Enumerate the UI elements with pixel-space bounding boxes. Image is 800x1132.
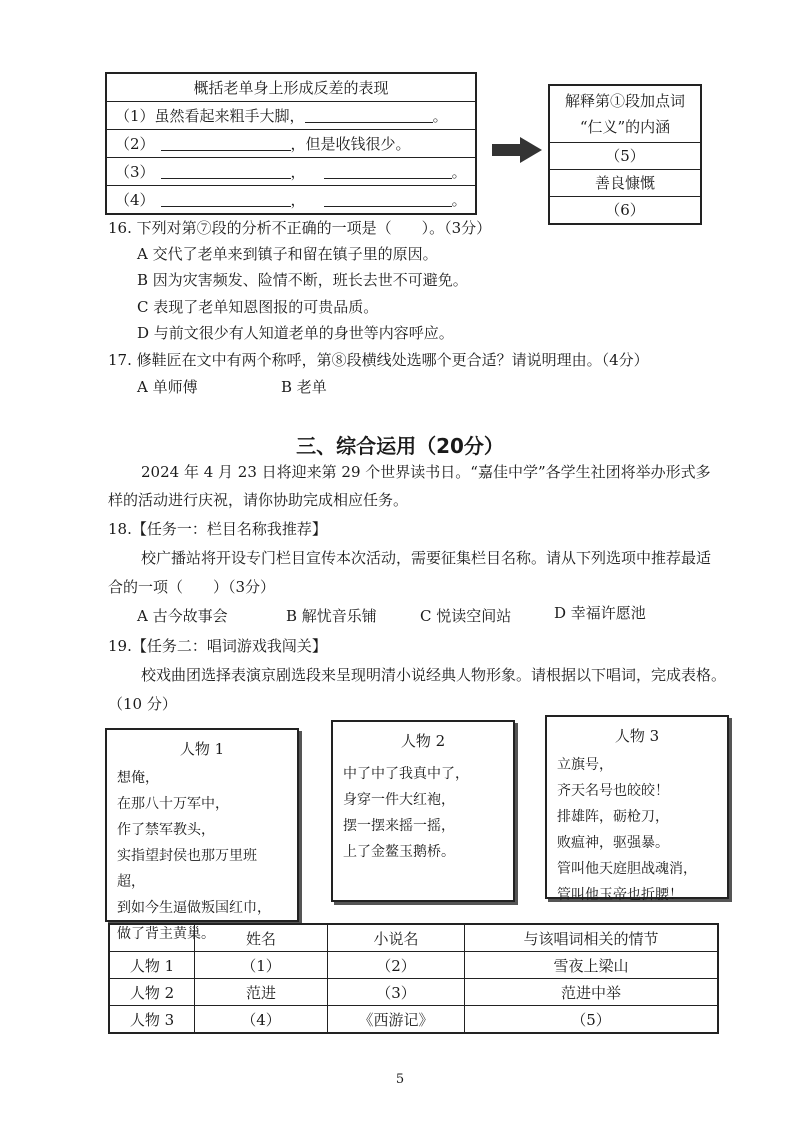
lyric-line: 中了中了我真中了， — [343, 766, 469, 782]
answer-blank[interactable] — [305, 108, 433, 123]
header-line: “仁义”的内涵 — [579, 118, 671, 136]
question-19-title: 19.【任务二：唱词游戏我闯关】 — [108, 637, 327, 655]
lyric-line: 想俺， — [117, 770, 159, 786]
character-table — [108, 923, 719, 1034]
header-line: 解释第①段加点词 — [564, 92, 685, 110]
table-cell[interactable]: （5） — [465, 1006, 719, 1034]
answer-blank[interactable] — [161, 192, 291, 207]
question-18-title: 18.【任务一：栏目名称我推荐】 — [108, 520, 327, 538]
answer-blank[interactable] — [161, 136, 291, 151]
question-16-option-d[interactable]: D 与前文很少有人知道老单的身世等内容呼应。 — [137, 324, 454, 342]
lyric-line: 败瘟神，驱强暴。 — [557, 835, 669, 851]
question-16-option-c[interactable]: C 表现了老单知恩图报的可贵品质。 — [137, 298, 379, 316]
question-17-option-a[interactable]: A 单师傅 — [137, 378, 198, 396]
table-header-cell: 姓名 — [195, 924, 328, 952]
table-cell: 人物 1 — [109, 952, 195, 979]
lyric-title: 人物 2 — [400, 732, 446, 750]
lyric-box-2 — [331, 720, 515, 902]
lyric-line: 作了禁军教头， — [117, 822, 215, 838]
row-text: ，但是收钱很少。 — [290, 135, 411, 153]
table-cell: 人物 3 — [109, 1006, 195, 1034]
lyric-line: 到如今生逼做叛国红巾， — [117, 900, 271, 916]
table-header-cell: 小说名 — [328, 924, 465, 952]
table-cell: 人物 2 — [109, 979, 195, 1006]
question-16-stem: 16. 下列对第⑦段的分析不正确的一项是（ ）。（3分） — [108, 219, 492, 237]
row-text: 虽然看起来粗手大脚， — [154, 107, 305, 125]
question-18-option-c[interactable]: C 悦读空间站 — [420, 607, 512, 625]
table-row — [109, 952, 718, 979]
page-number: 5 — [395, 1072, 405, 1087]
explain-table — [548, 84, 702, 225]
summary-table-header: 概括老单身上形成反差的表现 — [107, 74, 475, 102]
table-header-row — [109, 924, 718, 952]
explain-table-header — [550, 86, 700, 143]
question-16-option-b[interactable]: B 因为灾害频发、险情不断，班长去世不可避免。 — [137, 271, 468, 289]
lyric-title: 人物 3 — [614, 727, 660, 745]
explain-cell[interactable]: （5） — [550, 143, 700, 170]
row-number: （3） — [115, 163, 155, 181]
question-18-option-a[interactable]: A 古今故事会 — [137, 607, 228, 625]
table-row — [109, 979, 718, 1006]
lyric-box-3 — [545, 715, 729, 903]
lyric-line: 立旗号， — [557, 757, 613, 773]
question-17-option-b[interactable]: B 老单 — [281, 378, 327, 396]
lyric-line: 在那八十万军中， — [117, 796, 229, 812]
question-18-option-b[interactable]: B 解忧音乐铺 — [286, 607, 377, 625]
table-cell[interactable]: （3） — [328, 979, 465, 1006]
question-19-body: 校戏曲团选择表演京剧选段来呈现明清小说经典人物形象。请根据以下唱词，完成表格。 — [141, 666, 727, 684]
question-18-body: 校广播站将开设专门栏目宣传本次活动，需要征集栏目名称。请从下列选项中推荐最适 — [141, 549, 712, 567]
lyric-title: 人物 1 — [179, 740, 225, 758]
section-intro: 样的活动进行庆祝，请你协助完成相应任务。 — [108, 491, 409, 509]
table-cell[interactable]: （1） — [195, 952, 328, 979]
table-row — [109, 1006, 718, 1034]
row-end: 。 — [451, 163, 467, 181]
answer-blank[interactable] — [324, 192, 452, 207]
row-end: 。 — [451, 191, 467, 209]
lyric-line: 齐天名号也皎皎！ — [557, 783, 669, 799]
right-arrow-icon — [492, 137, 542, 167]
explain-cell: 善良慷慨 — [550, 170, 700, 197]
question-19-body: （10 分） — [108, 695, 177, 713]
table-header-cell — [109, 924, 195, 952]
explain-cell[interactable]: （6） — [605, 201, 645, 219]
table-cell: 《西游记》 — [328, 1006, 465, 1034]
answer-blank[interactable] — [324, 164, 452, 179]
table-cell: 范进中举 — [465, 979, 719, 1006]
row-text: ， — [290, 163, 306, 181]
question-16-option-a[interactable]: A 交代了老单来到镇子和留在镇子里的原因。 — [137, 245, 438, 263]
lyric-line: 上了金鳌玉鹅桥。 — [343, 844, 455, 860]
lyric-line: 做了背主黄巢。 — [117, 926, 215, 942]
question-18-body: 合的一项（ ）（3分） — [108, 578, 276, 596]
lyric-line: 排雄阵，砺枪刀， — [557, 809, 669, 825]
lyric-line: 超， — [117, 874, 145, 890]
question-18-option-d[interactable]: D 幸福许愿池 — [554, 604, 646, 622]
summary-table — [105, 72, 477, 215]
row-number: （1） — [115, 107, 155, 125]
table-header-cell: 与该唱词相关的情节 — [465, 924, 719, 952]
summary-row-2 — [107, 130, 475, 158]
lyric-line: 身穿一件大红袍， — [343, 792, 455, 808]
table-cell: 范进 — [195, 979, 328, 1006]
row-end: 。 — [432, 107, 448, 125]
summary-row-3 — [107, 158, 475, 186]
row-number: （4） — [115, 191, 155, 209]
summary-row-4 — [107, 186, 475, 213]
section-intro: 2024 年 4 月 23 日将迎来第 29 个世界读书日。“嘉佳中学”各学生社团将举办形式多 — [141, 463, 711, 481]
row-text: ， — [290, 191, 306, 209]
answer-blank[interactable] — [161, 164, 291, 179]
table-cell[interactable]: （2） — [328, 952, 465, 979]
lyric-line: 实指望封侯也那万里班 — [117, 848, 257, 864]
table-cell[interactable]: （4） — [195, 1006, 328, 1034]
section-title: 三、综合运用（20分） — [296, 434, 504, 458]
question-17-stem: 17. 修鞋匠在文中有两个称呼，第⑧段横线处选哪个更合适？请说明理由。（4分） — [108, 351, 649, 369]
lyric-line: 摆一摆来摇一摇， — [343, 818, 455, 834]
lyric-line: 管叫他天庭胆战魂消， — [557, 861, 697, 877]
row-number: （2） — [115, 135, 155, 153]
summary-row-1 — [107, 102, 475, 130]
table-cell: 雪夜上梁山 — [465, 952, 719, 979]
lyric-line: 管叫他玉帝也折腰！ — [557, 887, 683, 903]
